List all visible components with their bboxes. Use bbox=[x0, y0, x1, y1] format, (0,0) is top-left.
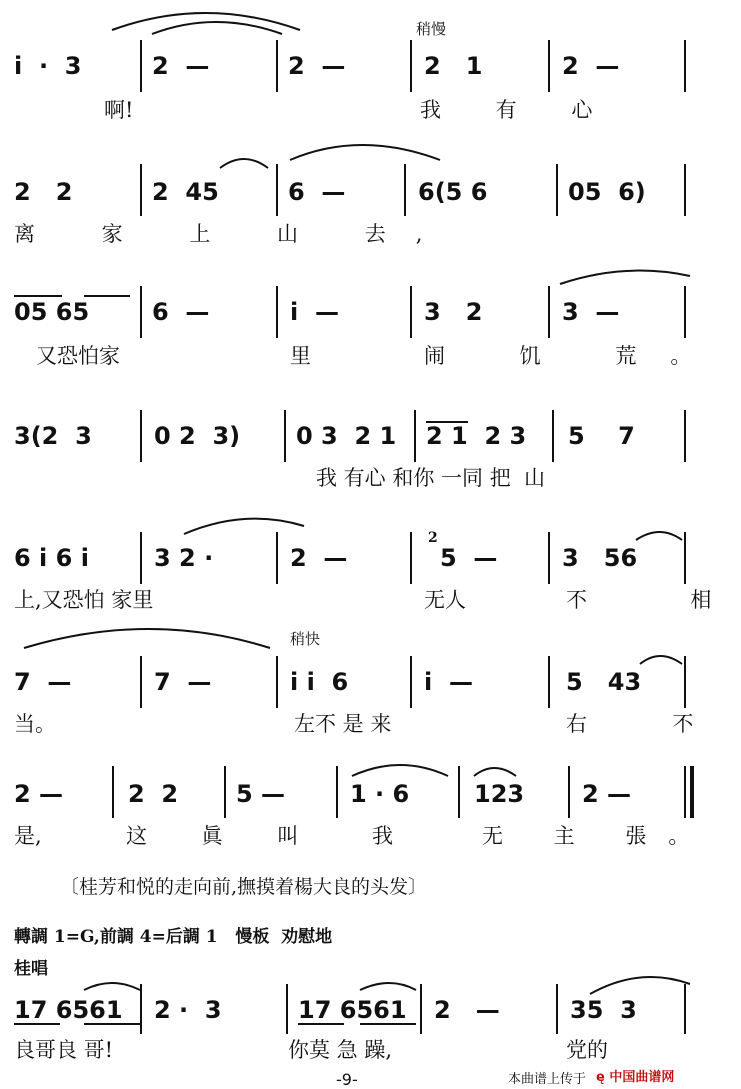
key-change: 轉調 1=G,前調 4=后調 1 慢板 劝慰地 bbox=[14, 927, 333, 947]
notation-measure: 0 2 3) bbox=[154, 422, 241, 450]
notation-measure: 7 — bbox=[14, 668, 72, 696]
grace-note: 2 bbox=[428, 530, 438, 546]
notation-measure: 05 65 bbox=[14, 298, 90, 326]
notation-measure: 3(2 3 bbox=[14, 422, 92, 450]
notation-measure: 2 — bbox=[14, 780, 64, 808]
notation-measure: 17 6561 bbox=[298, 996, 407, 1024]
notation-measure: 7 — bbox=[154, 668, 212, 696]
lyric-text: 这 眞 叫 bbox=[126, 824, 323, 848]
slur-mark bbox=[290, 145, 440, 160]
notation-measure: 3 2 · bbox=[154, 544, 214, 572]
notation-measure: 05 6) bbox=[568, 178, 646, 206]
notation-measure: 5 7 bbox=[568, 422, 635, 450]
slur-mark bbox=[640, 656, 682, 664]
notation-measure: 2 — bbox=[152, 52, 210, 80]
notation-measure: 2 2 bbox=[128, 780, 179, 808]
lyric-text: 党的 bbox=[566, 1038, 608, 1062]
lyric-text: 右 不 bbox=[566, 712, 718, 736]
notation-measure: 5 — bbox=[236, 780, 286, 808]
lyric-text: 上,又恐怕 家里 bbox=[14, 588, 154, 612]
notation-measure: 3 56 bbox=[562, 544, 638, 572]
upload-note: 本曲谱上传于 bbox=[508, 1072, 587, 1087]
slur-mark bbox=[352, 765, 448, 776]
singer-label: 桂唱 bbox=[14, 959, 48, 979]
lyric-text: 又恐怕家 bbox=[36, 344, 120, 368]
lyric-text: 当。 bbox=[14, 712, 56, 736]
notation-measure: 2 2 bbox=[14, 178, 73, 206]
notation-measure: 5 — bbox=[440, 544, 498, 572]
stage-direction: 〔桂芳和悦的走向前,撫摸着楊大良的头发〕 bbox=[60, 876, 428, 898]
notation-measure: 2 · 3 bbox=[154, 996, 222, 1024]
notation-measure: 0 3 2 1 bbox=[296, 422, 397, 450]
lyric-text: 闹 饥 荒。 bbox=[424, 344, 726, 368]
notation-measure: 6 — bbox=[288, 178, 346, 206]
notation-measure: 2 — bbox=[582, 780, 632, 808]
lyric-text: 不 相 bbox=[566, 588, 741, 612]
notation-measure: 6 — bbox=[152, 298, 210, 326]
notation-measure: i i 6 bbox=[290, 668, 349, 696]
lyric-text: 无 主 張。 bbox=[482, 824, 712, 848]
slur-mark bbox=[152, 22, 282, 34]
notation-measure: 2 — bbox=[288, 52, 346, 80]
notation-measure: 2 1 2 3 bbox=[426, 422, 527, 450]
notation-measure: i — bbox=[290, 298, 339, 326]
notation-measure: 2 — bbox=[562, 52, 620, 80]
slur-mark bbox=[84, 983, 140, 990]
underlines bbox=[14, 296, 468, 1024]
notation-measure: 6 i 6 i bbox=[14, 544, 89, 572]
lyric-text: 我 bbox=[372, 824, 393, 848]
lyric-text: 是, bbox=[14, 824, 42, 848]
slur-mark bbox=[560, 271, 690, 284]
slur-mark bbox=[636, 532, 682, 540]
slur-mark bbox=[184, 519, 304, 534]
notation-measure: 5 43 bbox=[566, 668, 642, 696]
tempo-marking: 稍慢 bbox=[416, 20, 447, 38]
lyric-text: 你莫 急 躁, bbox=[288, 1038, 393, 1062]
lyric-text: 无人 bbox=[424, 588, 466, 612]
lyric-text: 良哥良 哥! bbox=[14, 1038, 114, 1062]
slur-mark bbox=[590, 977, 690, 994]
tempo-marking: 稍快 bbox=[290, 630, 321, 648]
notation-measure: 2 — bbox=[290, 544, 348, 572]
site-logo-text: 中国曲谱网 bbox=[609, 1070, 675, 1085]
notation-measure: 2 — bbox=[434, 996, 500, 1024]
lyric-text: 我 有心 和你 一同 把 山 bbox=[316, 466, 546, 490]
notation-measure: 123 bbox=[474, 780, 525, 808]
notation-measure: i · 3 bbox=[14, 52, 82, 80]
notation-measure: 17 6561 bbox=[14, 996, 123, 1024]
slur-mark bbox=[220, 159, 268, 168]
slur-mark bbox=[474, 768, 516, 776]
slur-mark bbox=[360, 983, 416, 990]
notation-measure: 35 3 bbox=[570, 996, 637, 1024]
lyric-text: 离 家 上 山 去, bbox=[14, 222, 453, 246]
notation-measure: 2 45 bbox=[152, 178, 219, 206]
lyric-text: 里 bbox=[290, 344, 311, 368]
notation-measure: 1 · 6 bbox=[350, 780, 410, 808]
slur-mark bbox=[24, 629, 270, 648]
notation-measure: 2 1 bbox=[424, 52, 483, 80]
lyric-text: 左不 是 来 bbox=[294, 712, 392, 736]
logo-mark-icon: ę bbox=[596, 1070, 605, 1085]
lyric-text: 我 有 心 bbox=[420, 98, 617, 122]
notation-measure: 3 — bbox=[562, 298, 620, 326]
notation-measure: 3 2 bbox=[424, 298, 483, 326]
page-number: -9- bbox=[336, 1070, 358, 1089]
notation-measure: i — bbox=[424, 668, 473, 696]
notation-measure: 6(5 6 bbox=[418, 178, 488, 206]
lyric-text: 啊! bbox=[104, 98, 134, 122]
